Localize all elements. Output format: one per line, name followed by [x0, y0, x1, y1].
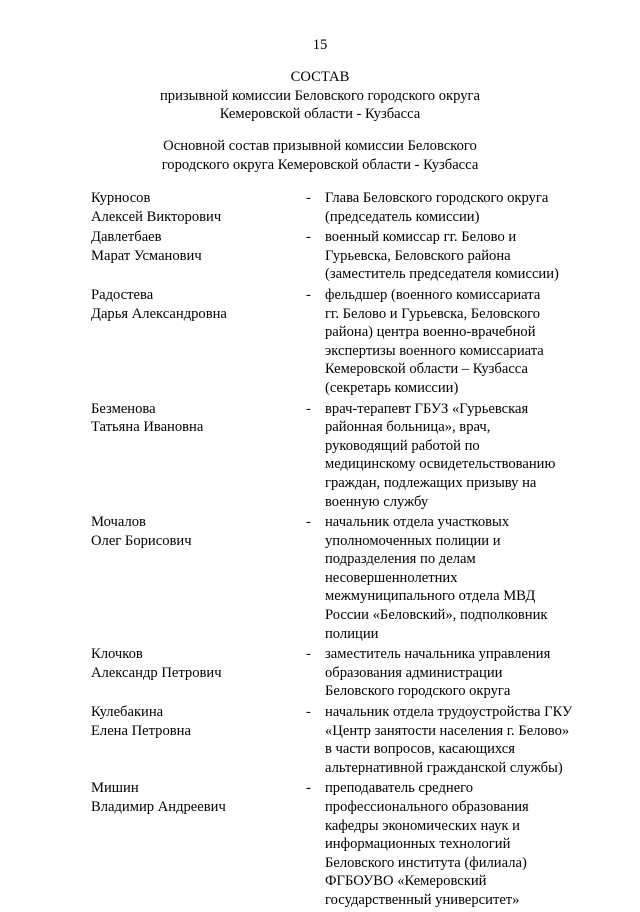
member-role-line: граждан, подлежащих призыву на	[325, 474, 537, 491]
member-name	[91, 779, 305, 909]
member-name	[91, 645, 305, 701]
member-role-line: Кемеровской области – Кузбасса	[325, 361, 528, 378]
member-role-line: врач-терапевт ГБУЗ «Гурьевская	[325, 400, 529, 417]
members-list	[91, 189, 601, 912]
member-name	[91, 400, 305, 512]
member-role-line: образования администрации	[325, 664, 503, 681]
member-role	[325, 645, 587, 701]
member-role	[325, 400, 587, 512]
heading-title: СОСТАВ	[290, 69, 350, 85]
member-dash: -	[306, 780, 311, 797]
member-name-line: Дарья Александровна	[91, 305, 227, 322]
member-dash: -	[306, 704, 311, 721]
member-role-line: «Центр занятости населения г. Белово»	[325, 722, 570, 739]
member-name-line: Радостева	[91, 286, 154, 303]
member-row	[91, 228, 601, 284]
member-name-line: Елена Петровна	[91, 722, 191, 739]
section-heading-line-1: Основной состав призывной комиссии Беловского	[163, 138, 477, 154]
member-row	[91, 513, 601, 643]
member-row	[91, 189, 601, 226]
member-role-line: экспертизы военного комиссариата	[325, 342, 544, 359]
member-name-line: Кулебакина	[91, 704, 164, 721]
member-role-line: профессионального образования	[325, 799, 529, 815]
member-dash: -	[306, 286, 311, 303]
member-role-line: кафедры экономических наук и	[325, 817, 520, 834]
member-role-line: военную службу	[325, 493, 429, 510]
member-role-line: (секретарь комиссии)	[325, 379, 459, 396]
member-role	[325, 189, 587, 226]
member-role-line: ФГБОУВО «Кемеровский	[325, 873, 487, 890]
member-role	[325, 779, 587, 909]
member-role-line: руководящий работой по	[325, 437, 480, 454]
member-name-line: Мочалов	[91, 514, 146, 531]
member-role-line: Гурьевска, Беловского района	[325, 247, 511, 264]
member-name-line: Безменова	[91, 400, 156, 417]
member-role-line: начальник отдела трудоустройства ГКУ	[325, 704, 573, 721]
member-role-line: (заместитель председателя комиссии)	[325, 266, 559, 283]
document-heading	[0, 68, 640, 124]
member-role	[325, 228, 587, 284]
member-name	[91, 228, 305, 284]
member-row	[91, 286, 601, 398]
member-role-line: районная больница», врач,	[325, 419, 491, 436]
member-name	[91, 703, 305, 777]
member-name-line: Курносов	[91, 190, 151, 206]
member-name-line: Олег Борисович	[91, 532, 192, 549]
member-name	[91, 189, 305, 226]
member-row	[91, 703, 601, 777]
member-role-line: альтернативной гражданской службы)	[325, 759, 563, 776]
member-dash: -	[306, 229, 311, 246]
member-role-line: Глава Беловского городского округа	[325, 190, 549, 206]
member-role-line: полиции	[325, 625, 379, 642]
member-role-line: подразделения по делам	[325, 551, 476, 568]
member-role-line: Беловского городского округа	[325, 683, 511, 700]
member-role-line: в части вопросов, касающихся	[325, 741, 515, 758]
member-role-line: межмуниципального отдела МВД	[325, 588, 536, 605]
heading-line-3: Кемеровской области - Кузбасса	[219, 106, 421, 123]
member-name-line: Клочков	[91, 646, 143, 663]
member-role-line: района) центра военно-врачебной	[325, 324, 536, 341]
member-role-line: военный комиссар гг. Белово и	[325, 229, 517, 246]
member-dash: -	[306, 190, 311, 206]
member-role-line: начальник отдела участковых	[325, 514, 510, 531]
section-heading	[0, 137, 640, 174]
member-name-line: Александр Петрович	[91, 664, 222, 681]
member-name-line: Владимир Андреевич	[91, 799, 226, 815]
page-number: 15	[312, 37, 328, 53]
member-name-line: Татьяна Ивановна	[91, 419, 204, 436]
member-role-line: государственный университет»	[325, 891, 520, 908]
member-role-line: России «Беловский», подполковник	[325, 607, 548, 624]
member-name-line: Марат Усманович	[91, 247, 202, 264]
member-row	[91, 779, 601, 909]
member-role-line: медицинскому освидетельствованию	[325, 456, 556, 473]
member-dash: -	[306, 514, 311, 531]
member-role-line: уполномоченных полиции и	[325, 532, 501, 549]
member-name-line: Мишин	[91, 780, 139, 797]
member-role-line: преподаватель среднего	[325, 780, 474, 797]
member-role	[325, 286, 587, 398]
member-role-line: фельдшер (военного комиссариата	[325, 286, 541, 303]
member-name	[91, 286, 305, 398]
section-heading-line-2: городского округа Кемеровской области - Кузбасса	[161, 156, 479, 173]
member-role	[325, 513, 587, 643]
member-role-line: гг. Белово и Гурьевска, Беловского	[325, 305, 541, 322]
member-role-line: Беловского института (филиала)	[325, 854, 527, 871]
heading-line-2: призывной комиссии Беловского городского округа	[160, 87, 480, 104]
member-role-line: (председатель комиссии)	[325, 208, 480, 225]
member-role	[325, 703, 587, 777]
member-role-line: заместитель начальника управления	[325, 646, 551, 663]
member-name-line: Давлетбаев	[91, 229, 162, 246]
member-row	[91, 400, 601, 512]
member-name-line: Алексей Викторович	[91, 208, 222, 225]
member-role-line: информационных технологий	[325, 836, 511, 853]
member-row	[91, 645, 601, 701]
member-dash: -	[306, 400, 311, 417]
member-role-line: несовершеннолетних	[325, 569, 458, 586]
member-dash: -	[306, 646, 311, 663]
member-name	[91, 513, 305, 643]
